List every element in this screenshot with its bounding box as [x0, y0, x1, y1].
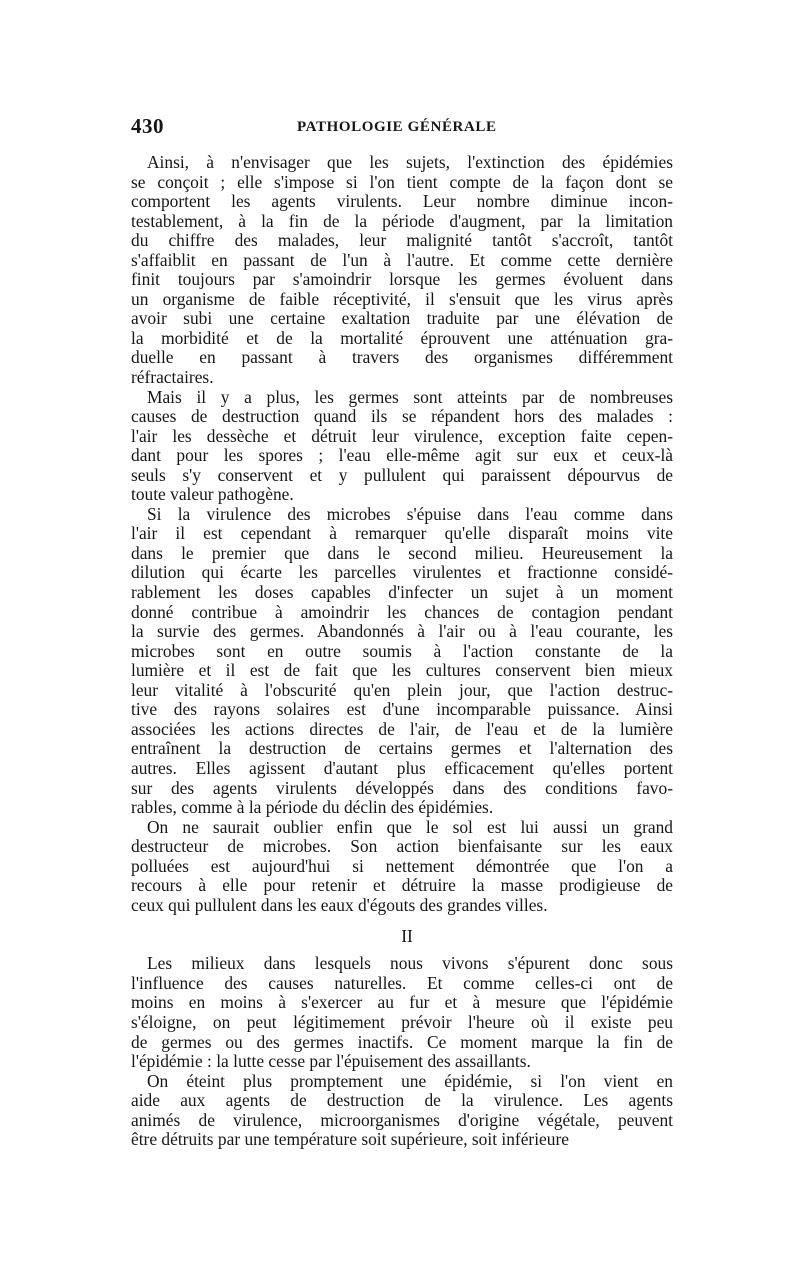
text-line: un organisme de faible réceptivité, il s'ensuit que les virus après — [131, 288, 673, 309]
text-line: destructeur de microbes. Son action bienfaisante sur les eaux — [131, 836, 673, 857]
text-line: être détruits par une température soit supérieure, soit inférieure — [131, 1129, 569, 1150]
text-line: donné contribue à amoindrir les chances de contagion pendant — [131, 601, 673, 622]
text-line: moins en moins à s'exercer au fur et à mesure que l'épidémie — [131, 992, 673, 1013]
paragraph — [131, 505, 673, 818]
text-line: s'éloigne, on peut légitimement prévoir l'heure où il existe peu — [131, 1011, 673, 1032]
text-line: Mais il y a plus, les germes sont atteints par de nombreuses — [147, 386, 673, 407]
text-line: autres. Elles agissent d'autant plus efficacement qu'elles portent — [131, 757, 673, 778]
body-text — [131, 153, 673, 1150]
section-number: II — [401, 926, 413, 947]
text-line: comportent les agents virulents. Leur nombre diminue incon- — [131, 191, 673, 212]
text-line: l'épidémie : la lutte cesse par l'épuisement des assaillants. — [131, 1051, 531, 1072]
text-line: toute valeur pathogène. — [131, 484, 294, 505]
text-line: finit toujours par s'amoindrir lorsque les germes évoluent dans — [131, 269, 673, 290]
text-line: rables, comme à la période du déclin des épidémies. — [131, 797, 494, 818]
text-line: microbes sont en outre soumis à l'action constante de la — [131, 640, 673, 661]
text-line: rablement les doses capables d'infecter un sujet à un moment — [131, 582, 673, 603]
text-line: l'influence des causes naturelles. Et comme celles-ci ont de — [131, 972, 673, 993]
page-header — [131, 112, 673, 138]
text-line: se conçoit ; elle s'impose si l'on tient compte de la façon dont se — [131, 171, 673, 192]
text-line: causes de destruction quand ils se répandent hors des malades : — [131, 406, 673, 427]
text-line: réfractaires. — [131, 367, 214, 388]
text-line: associées les actions directes de l'air, de l'eau et de la lumière — [131, 718, 673, 739]
text-line: de germes ou des germes inactifs. Ce moment marque la fin de — [131, 1031, 673, 1052]
text-line: On ne saurait oublier enfin que le sol est lui aussi un grand — [147, 816, 673, 837]
text-line: lumière et il est de fait que les cultures conservent bien mieux — [131, 660, 673, 681]
text-line: duelle en passant à travers des organismes différemment — [131, 347, 673, 368]
text-line: ceux qui pullulent dans les eaux d'égouts des grandes villes. — [131, 894, 548, 915]
text-line: leur vitalité à l'obscurité qu'en plein jour, que l'action destruc- — [131, 679, 673, 700]
paragraph — [131, 954, 673, 1071]
text-line: On éteint plus promptement une épidémie, si l'on vient en — [147, 1070, 673, 1091]
running-head: PATHOLOGIE GÉNÉRALE — [297, 119, 497, 135]
text-line: la survie des germes. Abandonnés à l'air ou à l'eau courante, les — [131, 621, 673, 642]
text-line: aide aux agents de destruction de la virulence. Les agents — [131, 1090, 673, 1111]
paragraph — [131, 388, 673, 505]
text-line: la morbidité et de la mortalité éprouvent une atténuation gra- — [131, 327, 673, 348]
paragraph — [131, 818, 673, 916]
page-number: 430 — [131, 114, 164, 138]
text-line: dant pour les spores ; l'eau elle-même agit sur eux et ceux-là — [131, 445, 673, 466]
book-page — [131, 112, 673, 1150]
text-line: avoir subi une certaine exaltation traduite par une élévation de — [131, 308, 673, 329]
text-line: l'air les dessèche et détruit leur virulence, exception faite cepen- — [131, 425, 673, 446]
text-line: recours à elle pour retenir et détruire la masse prodigieuse de — [131, 875, 673, 896]
paragraph — [131, 153, 673, 388]
text-line: entraînent la destruction de certains germes et l'alternation des — [131, 738, 673, 759]
text-line: Les milieux dans lesquels nous vivons s'épurent donc sous — [147, 953, 673, 974]
text-line: l'air il est cependant à remarquer qu'elle disparaît moins vite — [131, 523, 673, 544]
text-line: s'affaiblit en passant de l'un à l'autre. Et comme cette dernière — [131, 249, 673, 270]
paragraph — [131, 1072, 673, 1150]
text-line: polluées est aujourd'hui si nettement démontrée que l'on a — [131, 855, 673, 876]
text-line: du chiffre des malades, leur malignité tantôt s'accroît, tantôt — [131, 230, 673, 251]
text-line: Ainsi, à n'envisager que les sujets, l'extinction des épidémies — [147, 152, 673, 172]
text-line: tive des rayons solaires est d'une incomparable puissance. Ainsi — [131, 699, 673, 720]
text-line: seuls s'y conservent et y pullulent qui paraissent dépourvus de — [131, 464, 673, 485]
text-line: Si la virulence des microbes s'épuise dans l'eau comme dans — [147, 503, 673, 524]
text-line: sur des agents virulents développés dans des conditions favo- — [131, 777, 673, 798]
text-line: dans le premier que dans le second milieu. Heureusement la — [131, 542, 673, 563]
text-line: animés de virulence, microorganismes d'origine végétale, peuvent — [131, 1109, 673, 1130]
text-line: dilution qui écarte les parcelles virulentes et fractionne considé- — [131, 562, 673, 583]
text-line: testablement, à la fin de la période d'augment, par la limitation — [131, 210, 673, 231]
